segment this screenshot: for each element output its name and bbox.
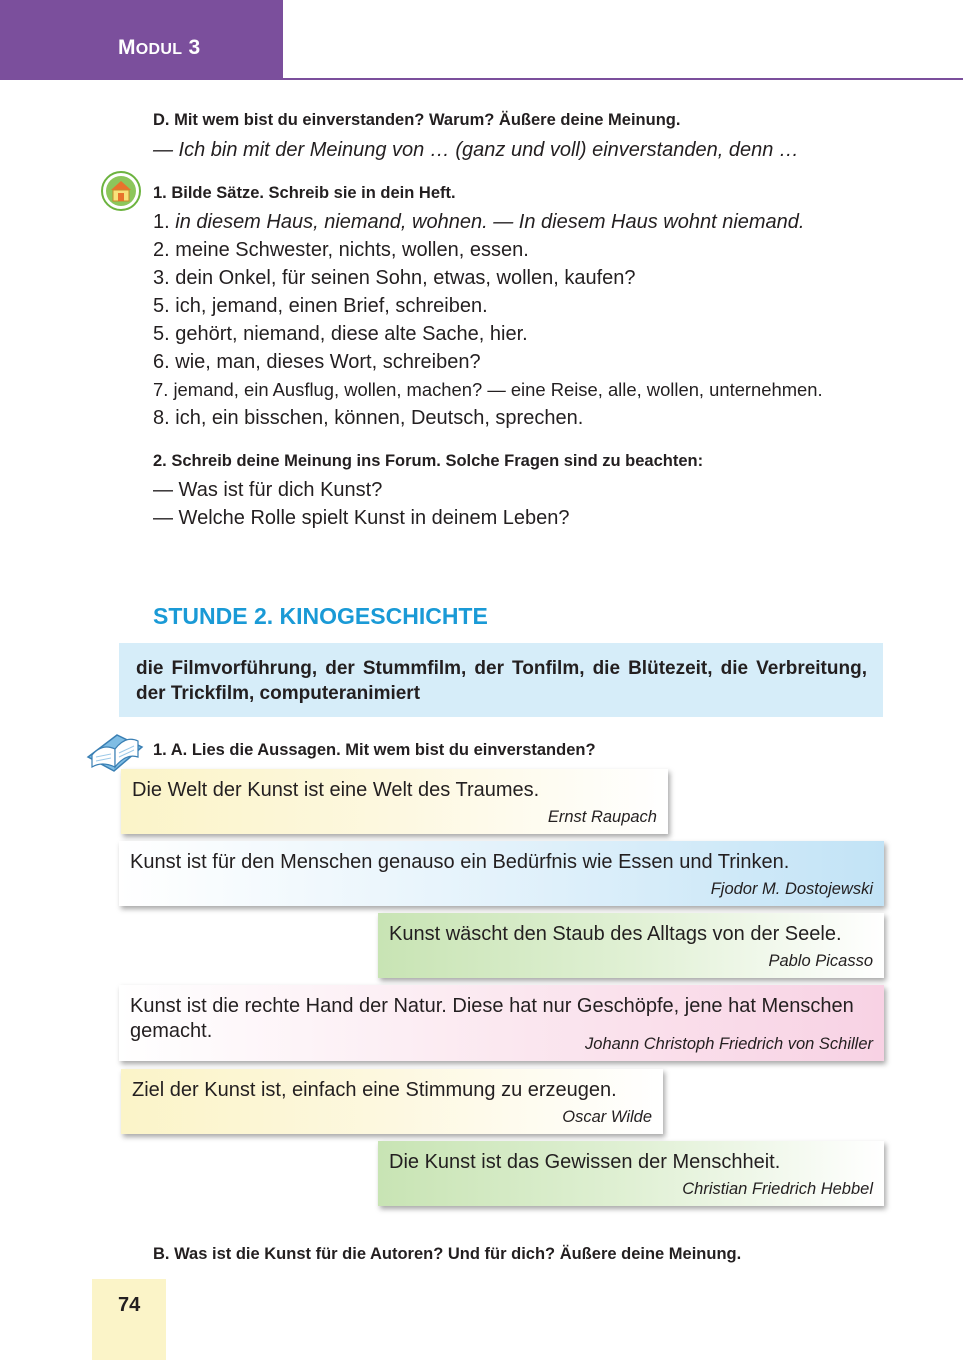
item-text: ich, jemand, einen Brief, schreiben.	[175, 295, 488, 317]
header-rule	[283, 78, 963, 80]
exercise-2-line: — Welche Rolle spielt Kunst in deinem Leben?	[153, 507, 570, 529]
item-text: meine Schwester, nichts, wollen, essen.	[175, 239, 529, 261]
item-text: dein Onkel, für seinen Sohn, etwas, wollen, kaufen?	[175, 267, 636, 289]
item-text: jemand, ein Ausflug, wollen, machen? — eine Reise, alle, wollen, unternehmen.	[173, 379, 823, 400]
quote-text: Ziel der Kunst ist, einfach eine Stimmung zu erzeugen.	[132, 1079, 617, 1101]
item-text: ich, ein bisschen, können, Deutsch, sprechen.	[175, 407, 584, 429]
quote-card	[378, 913, 884, 978]
quote-author: Johann Christoph Friedrich von Schiller	[585, 1035, 873, 1053]
list-item	[153, 236, 823, 264]
module-title	[118, 36, 200, 60]
module-title-rest: ODUL	[135, 41, 183, 58]
exercise-d-heading: D. Mit wem bist du einverstanden? Warum? Äußere deine Meinung.	[153, 111, 681, 129]
list-item	[153, 320, 823, 348]
quote-text: Kunst ist für den Menschen genauso ein Bedürfnis wie Essen und Trinken.	[130, 851, 790, 873]
quote-author: Oscar Wilde	[562, 1108, 652, 1126]
item-number: 8.	[153, 407, 170, 429]
item-text: gehört, niemand, diese alte Sache, hier.	[175, 323, 528, 345]
exercise-2-heading: 2. Schreib deine Meinung ins Forum. Solche Fragen sind zu beachten:	[153, 452, 704, 470]
list-item	[153, 348, 823, 376]
quote-text: Kunst ist die rechte Hand der Natur. Diese hat nur Geschöpfe, jene hat Menschen gemacht.	[130, 995, 854, 1042]
list-item	[153, 404, 823, 432]
page-number-box	[92, 1279, 166, 1360]
quote-card	[119, 841, 884, 906]
module-title-initial: M	[118, 36, 136, 59]
quote-text: Die Kunst ist das Gewissen der Menschheit.	[389, 1151, 781, 1173]
exercise-d-example: — Ich bin mit der Meinung von … (ganz und voll) einverstanden, denn …	[153, 139, 799, 161]
quote-card	[121, 769, 668, 834]
exercise-1-heading: 1. Bilde Sätze. Schreib sie in dein Heft.	[153, 184, 456, 202]
exercise-2-line: — Was ist für dich Kunst?	[153, 479, 383, 501]
item-number: 3.	[153, 267, 170, 289]
quote-text: Kunst wäscht den Staub des Alltags von der Seele.	[389, 923, 842, 945]
page-number: 74	[118, 1294, 141, 1316]
quote-text: Die Welt der Kunst ist eine Welt des Traumes.	[132, 779, 540, 801]
quote-author: Fjodor M. Dostojewski	[710, 880, 873, 898]
quote-author: Christian Friedrich Hebbel	[682, 1180, 873, 1198]
quote-card	[121, 1069, 663, 1134]
vocabulary-box	[119, 643, 883, 717]
vocabulary-text: die Filmvorführung, der Stummfilm, der Tonfilm, die Blütezeit, die Verbreitung, der Trickfilm, computeranimiert	[136, 658, 867, 704]
item-number: 1.	[153, 211, 170, 233]
exercise-1a-heading: 1. A. Lies die Aussagen. Mit wem bist du einverstanden?	[153, 741, 596, 759]
item-text: in diesem Haus, niemand, wohnen. — In diesem Haus wohnt niemand.	[175, 211, 805, 233]
list-item	[153, 208, 823, 236]
quote-card	[119, 985, 884, 1061]
item-number: 5.	[153, 295, 170, 317]
item-number: 7.	[153, 379, 169, 400]
item-number: 2.	[153, 239, 170, 261]
item-number: 5.	[153, 323, 170, 345]
quote-card	[378, 1141, 884, 1206]
list-item	[153, 376, 823, 404]
home-icon	[101, 171, 141, 211]
item-text: wie, man, dieses Wort, schreiben?	[175, 351, 481, 373]
list-item	[153, 264, 823, 292]
list-item	[153, 292, 823, 320]
quote-author: Ernst Raupach	[547, 808, 657, 826]
quote-author: Pablo Picasso	[768, 952, 873, 970]
section-title: STUNDE 2. KINOGESCHICHTE	[153, 603, 488, 629]
exercise-b-heading: B. Was ist die Kunst für die Autoren? Und für dich? Äußere deine Meinung.	[153, 1245, 742, 1263]
exercise-1-list	[153, 208, 823, 432]
module-number: 3	[188, 36, 201, 59]
item-number: 6.	[153, 351, 170, 373]
